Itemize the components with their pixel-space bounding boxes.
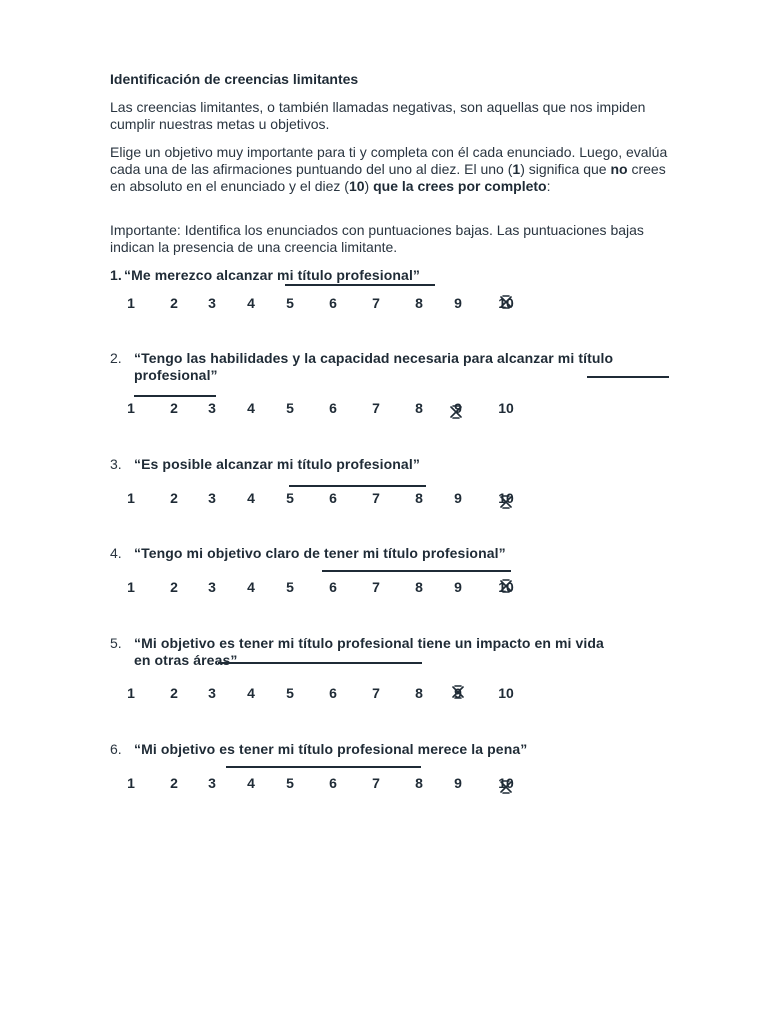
item-1-statement: “Me merezco alcanzar mi título profesional” [124,267,421,283]
scale-option-5[interactable]: 5 [286,579,294,595]
scale-option-10[interactable]: 10 [498,685,514,701]
instructions-bold-end: que la crees por completo [373,178,547,194]
scale-option-10[interactable]: 10 [498,400,514,416]
scale-option-7[interactable]: 7 [372,775,380,791]
scale-option-1[interactable]: 1 [127,775,135,791]
instructions-no: no [610,161,628,177]
scale-option-1[interactable]: 1 [127,685,135,701]
scale-option-10[interactable]: 10 [498,775,514,791]
instructions-text-2: ) significa que [520,161,611,177]
selected-x-mark-icon [448,404,464,420]
scale-option-3[interactable]: 3 [208,775,216,791]
scale-option-8[interactable]: 8 [415,490,423,506]
scale-option-3[interactable]: 3 [208,685,216,701]
item-3-statement: “Es posible alcanzar mi título profesional” [134,456,420,472]
instructions-text-3: crees en absoluto en el enunciado y el diez ( [110,161,666,194]
scale-option-9[interactable]: 9 [454,579,462,595]
item-4-statement: “Tengo mi objetivo claro de tener mi título profesional” [134,545,506,561]
item-1-underline [285,284,435,286]
scale-option-5[interactable]: 5 [286,400,294,416]
item-3-number: 3. [110,456,122,472]
selected-x-mark-icon [498,578,514,594]
item-2-statement-line-1: “Tengo las habilidades y la capacidad necesaria para alcanzar mi título [134,350,614,366]
scale-option-1[interactable]: 1 [127,490,135,506]
instructions-text-1: Elige un objetivo muy importante para ti y completa con él cada enunciado. Luego, evalúa cada una de las afirmaciones puntuando del uno al diez. El uno ( [110,144,668,177]
scale-option-2[interactable]: 2 [170,775,178,791]
scale-option-5[interactable]: 5 [286,685,294,701]
scale-option-8[interactable]: 8 [415,400,423,416]
scale-option-7[interactable]: 7 [372,295,380,311]
scale-option-4[interactable]: 4 [247,685,255,701]
scale-option-9[interactable]: 9 [454,400,462,416]
scale-option-4[interactable]: 4 [247,579,255,595]
scale-option-9[interactable]: 9 [454,685,462,701]
scale-option-4[interactable]: 4 [247,490,255,506]
scale-option-1[interactable]: 1 [127,579,135,595]
scale-option-2[interactable]: 2 [170,579,178,595]
scale-option-8[interactable]: 8 [415,295,423,311]
item-6-statement: “Mi objetivo es tener mi título profesional merece la pena” [134,741,528,757]
instructions-one: 1 [512,161,521,177]
instructions-paragraph [110,144,670,195]
scale-option-4[interactable]: 4 [247,775,255,791]
scale-option-5[interactable]: 5 [286,295,294,311]
item-2-underline-right [587,376,669,378]
scale-option-6[interactable]: 6 [329,295,337,311]
item-5-statement-line-2: en otras áreas” [134,652,238,668]
scale-option-6[interactable]: 6 [329,685,337,701]
item-6-underline [226,766,421,768]
item-5-number: 5. [110,635,122,651]
scale-option-10[interactable]: 10 [498,490,514,506]
scale-option-9[interactable]: 9 [454,295,462,311]
scale-option-7[interactable]: 7 [372,400,380,416]
scale-option-4[interactable]: 4 [247,295,255,311]
item-4-number: 4. [110,545,122,561]
item-2-statement-line-2: profesional” [134,367,218,383]
important-paragraph: Importante: Identifica los enunciados con puntuaciones bajas. Las puntuaciones bajas indican la presencia de una creencia limitante. [110,222,644,255]
scale-option-3[interactable]: 3 [208,295,216,311]
scale-option-5[interactable]: 5 [286,775,294,791]
scale-option-1[interactable]: 1 [127,400,135,416]
scale-option-2[interactable]: 2 [170,685,178,701]
scale-option-2[interactable]: 2 [170,400,178,416]
selected-x-mark-icon [498,494,514,510]
scale-option-5[interactable]: 5 [286,490,294,506]
scale-option-4[interactable]: 4 [247,400,255,416]
scale-option-7[interactable]: 7 [372,490,380,506]
selected-x-mark-icon [450,684,466,700]
item-2-underline-left [134,395,216,397]
scale-option-7[interactable]: 7 [372,579,380,595]
scale-option-3[interactable]: 3 [208,579,216,595]
item-4-underline [322,570,511,572]
scale-option-10[interactable]: 10 [498,295,514,311]
scale-option-1[interactable]: 1 [127,295,135,311]
scale-option-6[interactable]: 6 [329,775,337,791]
item-5-statement-line-1: “Mi objetivo es tener mi título profesional tiene un impacto en mi vida [134,635,604,651]
instructions-text-5: : [546,178,551,194]
scale-option-10[interactable]: 10 [498,579,514,595]
scale-option-9[interactable]: 9 [454,775,462,791]
scale-option-8[interactable]: 8 [415,579,423,595]
scale-option-6[interactable]: 6 [329,490,337,506]
item-6-number: 6. [110,741,122,757]
scale-option-3[interactable]: 3 [208,400,216,416]
scale-option-2[interactable]: 2 [170,490,178,506]
scale-option-6[interactable]: 6 [329,400,337,416]
scale-option-6[interactable]: 6 [329,579,337,595]
document-title: Identificación de creencias limitantes [110,71,359,87]
instructions-text-4: ) [364,178,374,194]
scale-option-2[interactable]: 2 [170,295,178,311]
selected-x-mark-icon [498,779,514,795]
selected-x-mark-icon [498,294,514,310]
item-3-underline [289,485,426,487]
scale-option-3[interactable]: 3 [208,490,216,506]
instructions-ten: 10 [348,178,365,194]
item-1-number: 1. [110,267,122,283]
item-2-number: 2. [110,350,122,366]
scale-option-8[interactable]: 8 [415,775,423,791]
scale-option-8[interactable]: 8 [415,685,423,701]
intro-paragraph: Las creencias limitantes, o también llamadas negativas, son aquellas que nos impiden cumplir nuestras metas u objetivos. [110,99,646,132]
scale-option-9[interactable]: 9 [454,490,462,506]
scale-option-7[interactable]: 7 [372,685,380,701]
item-5-underline [218,662,422,664]
